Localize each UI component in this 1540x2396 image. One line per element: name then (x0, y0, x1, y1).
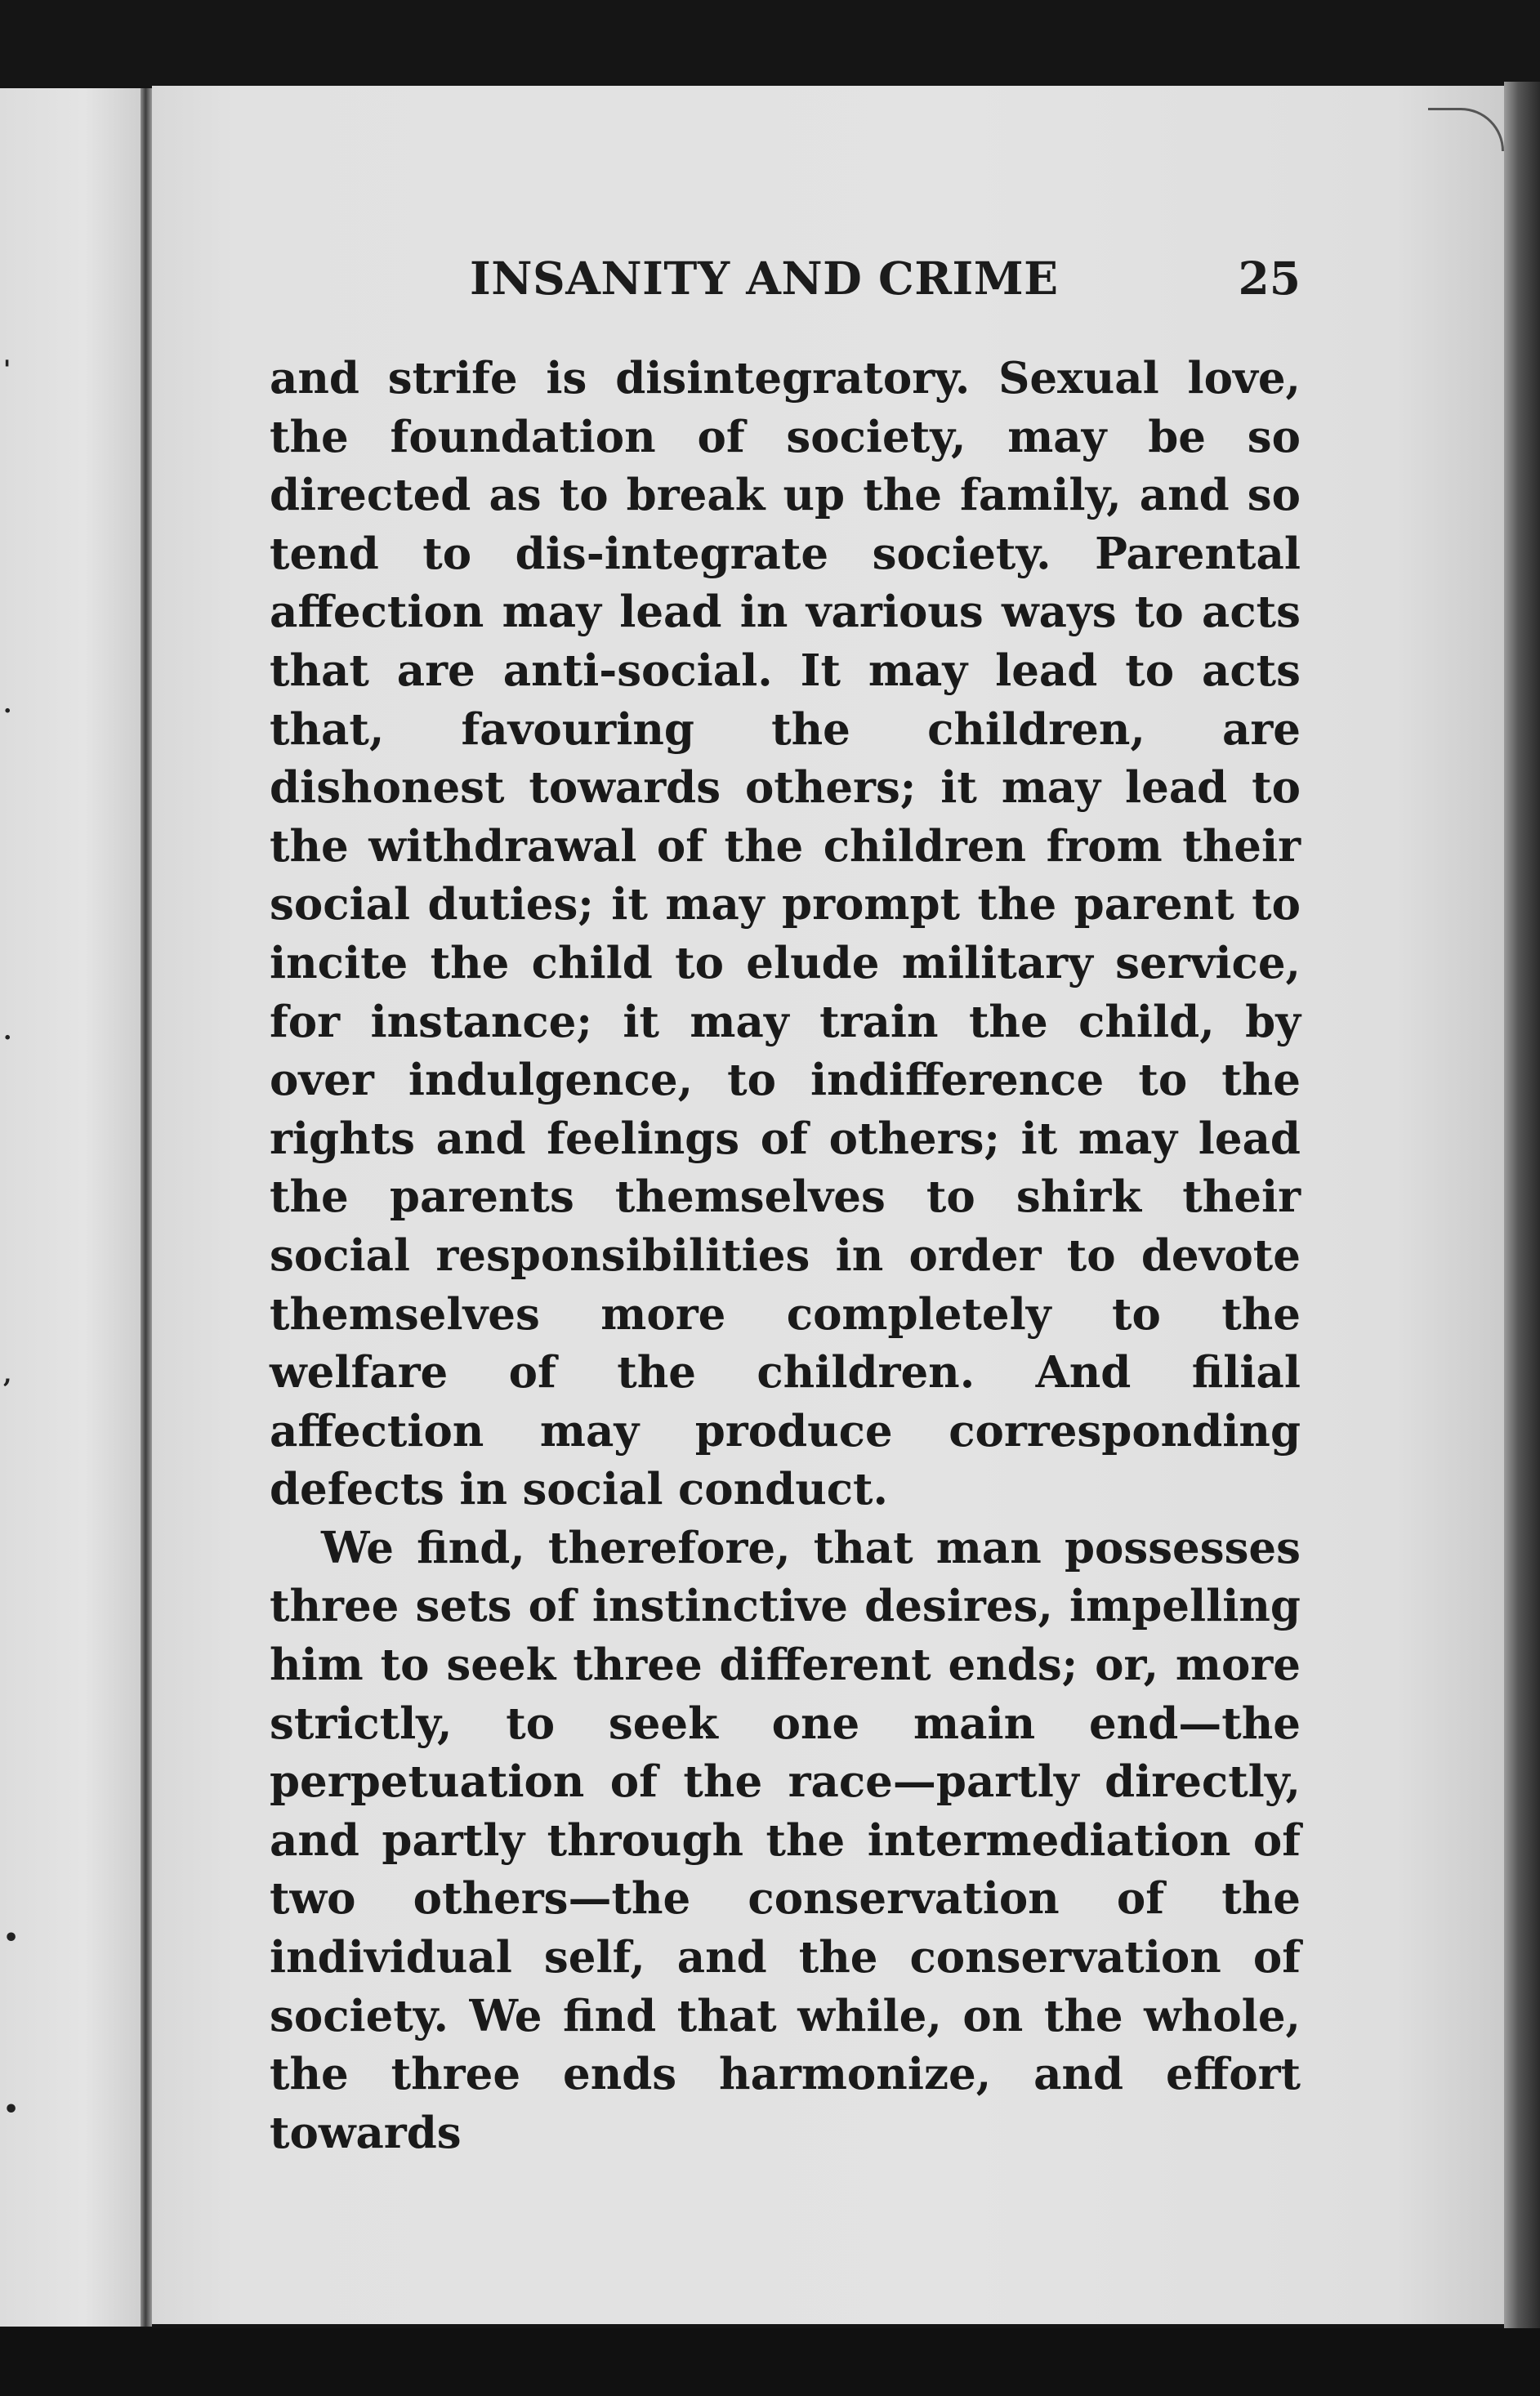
facing-page-fragment: ' (3, 355, 11, 384)
scan-top-border (0, 0, 1540, 86)
facing-page-edge (0, 88, 141, 2327)
facing-page-fragment: . (3, 690, 12, 719)
page-right-shadow (1504, 82, 1540, 2328)
paragraph: We find, therefore, that man possesses three sets of instinctive desires, impelling him to seek three different ends; or, more strictly, to seek one main end—the perpetuation of the race—partly directly, and partly through the intermediation of two others—the conservation of the individual self, and the conservation of society. We find that while, on the whole, the three ends harmonize, and effort towards (270, 1522, 1301, 2158)
facing-page-fragment: • (3, 1924, 20, 1952)
paragraph-continued: and strife is disintegratory. Sexual love, the foundation of society, may be so directed as to break up the family, and so tend to dis-integrate society. Parental affection may lead in various ways to acts that are anti-social. It may lead to acts that, favouring the children, are dishonest towards others; it may lead to the withdrawal of the children from their social duties; it may prompt the parent to incite the child to elude military service, for instance; it may train the child, by over indulgence, to indifference to the rights and feelings of others; it may lead the parents themselves to shirk their social responsibilities in order to devote themselves more completely to the welfare of the children. And filial affection may produce corresponding defects in social conduct. (270, 353, 1301, 1515)
facing-page-fragment: • (3, 2095, 20, 2124)
running-head (270, 252, 1301, 309)
page-number: 25 (1238, 252, 1301, 305)
scan-bottom-border (0, 2328, 1540, 2396)
facing-page-fragment: , (3, 1360, 12, 1389)
body-text (270, 350, 1301, 2162)
running-head-title: INSANITY AND CRIME (470, 252, 1059, 305)
book-gutter (141, 88, 152, 2327)
facing-page-fragment: . (3, 1017, 12, 1046)
